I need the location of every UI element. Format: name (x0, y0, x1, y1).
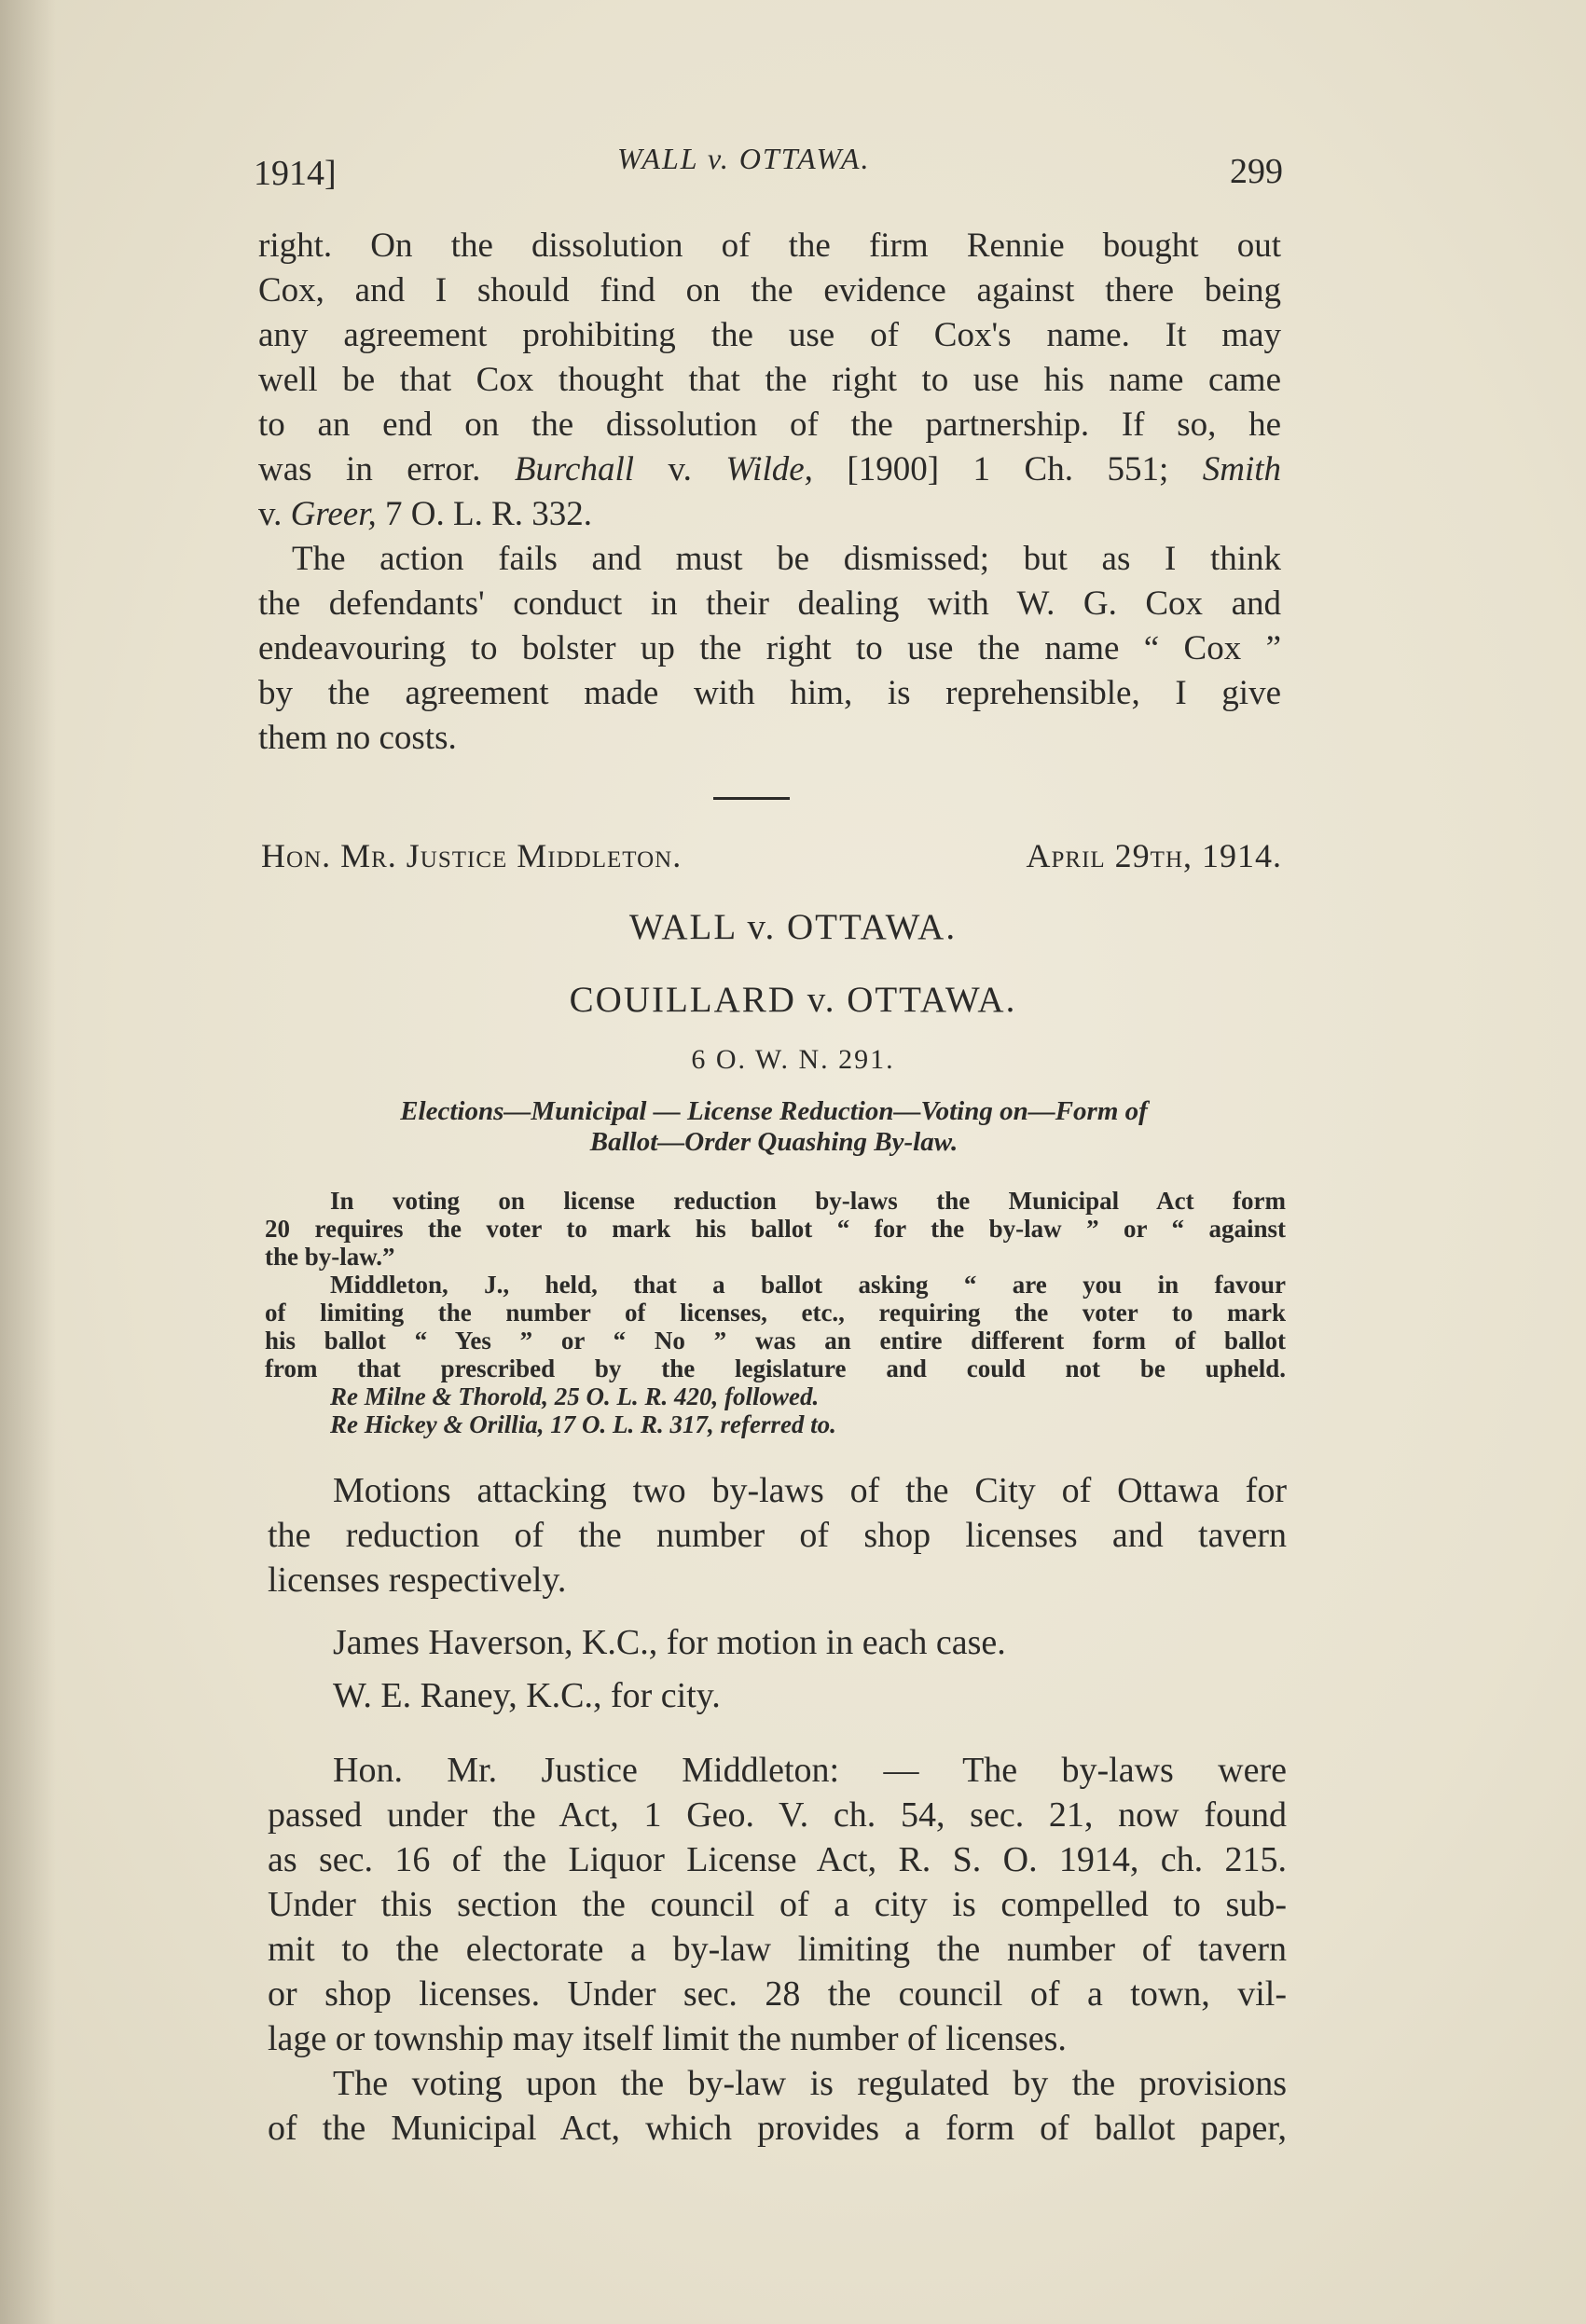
text-line: lage or township may itself limit the number of licenses. (268, 2019, 1067, 2058)
text-line: of the Municipal Act, which provides a form of ballot paper, (268, 2109, 1287, 2148)
text-line: the by-law.” (265, 1243, 395, 1271)
text-line: Hon. Mr. Justice Middleton: — The by-laws were (333, 1751, 1287, 1790)
text-line: The voting upon the by-law is regulated by the provisions (333, 2064, 1287, 2103)
text-line: v. Greer, 7 O. L. R. 332. (258, 495, 592, 533)
case-name: Wilde, (725, 450, 813, 488)
counsel-line: James Haverson, K.C., for motion in each case. (333, 1623, 1006, 1662)
text-line: the reduction of the number of shop licenses and tavern (268, 1516, 1287, 1555)
text-line: well be that Cox thought that the right to use his name came (258, 361, 1281, 399)
page-number: 299 (1230, 152, 1283, 191)
text-line: as sec. 16 of the Liquor License Act, R. S. O. 1914, ch. 215. (268, 1840, 1287, 1879)
running-head (254, 142, 1283, 193)
case-name: Smith (1202, 450, 1282, 488)
text-line: licenses respectively. (268, 1561, 567, 1600)
counsel-line: W. E. Raney, K.C., for city. (333, 1676, 721, 1715)
headnote-line: Elections—Municipal — License Reduction—Voting on—Form of (400, 1096, 1148, 1126)
motions-paragraph (268, 1468, 1287, 1602)
text-line: from that prescribed by the legislature and could not be upheld. (265, 1355, 1286, 1382)
text-line: Re Milne & Thorold, 25 O. L. R. 420, followed. (330, 1382, 820, 1410)
text-line: right. On the dissolution of the firm Rennie bought out (258, 227, 1281, 265)
case-title: WALL v. OTTAWA. (628, 907, 958, 947)
paragraph-2 (258, 537, 1281, 761)
text-line: or shop licenses. Under sec. 28 the council of a town, vil- (268, 1974, 1287, 2014)
text-line: In voting on license reduction by-laws the Municipal Act form (330, 1187, 1286, 1215)
text-line: Middleton, J., held, that a ballot asking “ are you in favour (330, 1271, 1286, 1299)
text-line: endeavouring to bolster up the right to use the name “ Cox ” (258, 629, 1281, 667)
text-line: The action fails and must be dismissed; but as I think (292, 540, 1281, 578)
running-head-year: 1914] (254, 154, 337, 193)
text-line: to an end on the dissolution of the partnership. If so, he (258, 406, 1281, 444)
paragraph-1 (258, 224, 1281, 537)
text-line: Re Hickey & Orillia, 17 O. L. R. 317, referred to. (330, 1410, 836, 1438)
text-line: passed under the Act, 1 Geo. V. ch. 54, sec. 21, now found (268, 1795, 1287, 1835)
syllabus (265, 1187, 1286, 1438)
text-line: Motions attacking two by-laws of the City of Ottawa for (333, 1471, 1287, 1510)
text-line: of limiting the number of licenses, etc., requiring the voter to mark (265, 1299, 1286, 1327)
case-name: Burchall (514, 450, 635, 488)
text-line: mit to the electorate a by-law limiting the number of tavern (268, 1930, 1287, 1969)
text-line: Under this section the council of a city is compelled to sub- (268, 1885, 1287, 1924)
text-line: his ballot “ Yes ” or “ No ” was an entire different form of ballot (265, 1327, 1286, 1355)
text-line: them no costs. (258, 719, 457, 757)
decision-date: April 29th, 1914. (1026, 837, 1282, 874)
headnote (261, 1096, 1287, 1158)
headnote-line: Ballot—Order Quashing By-law. (589, 1127, 958, 1157)
case-name: Greer, (290, 495, 377, 533)
binding-shadow (0, 0, 56, 2324)
text-line: Cox, and I should find on the evidence against there being (258, 271, 1281, 309)
judgment-paragraph (268, 1748, 1287, 2151)
text-line: 20 requires the voter to mark his ballot “ for the by-law ” or “ against (265, 1215, 1286, 1243)
citation: 6 O. W. N. 291. (691, 1044, 895, 1075)
text-line: by the agreement made with him, is reprehensible, I give (258, 674, 1281, 712)
judge-name: Hon. Mr. Justice Middleton. (261, 837, 683, 874)
text-line: the defendants' conduct in their dealing with W. G. Cox and (258, 584, 1281, 623)
text-line: was in error. Burchall v. Wilde, [1900] 1 Ch. 551; Smith (258, 450, 1282, 488)
case-title: COUILLARD v. OTTAWA. (569, 980, 1017, 1020)
text-line: any agreement prohibiting the use of Cox's name. It may (258, 316, 1281, 354)
running-head-title: WALL v. OTTAWA. (617, 142, 871, 175)
section-divider (713, 797, 790, 800)
